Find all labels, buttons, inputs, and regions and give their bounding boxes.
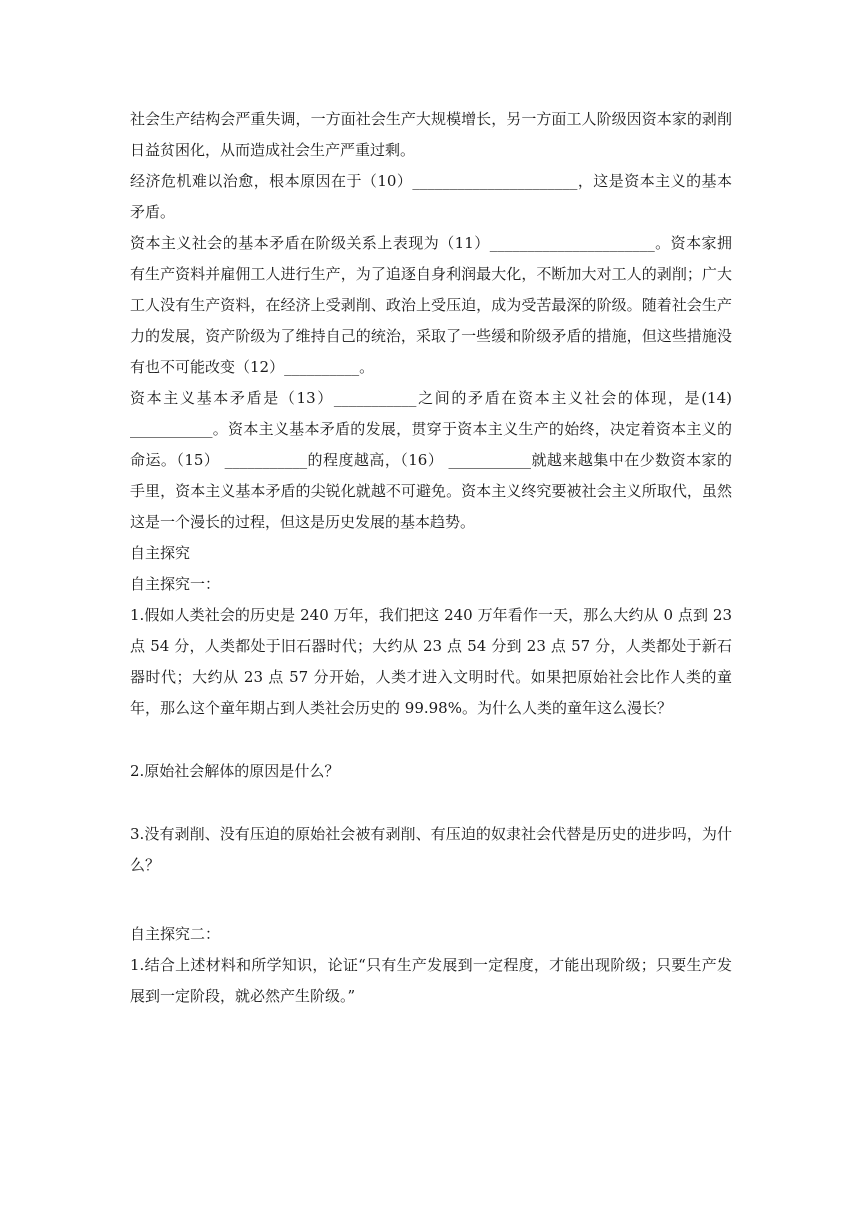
answer-space — [130, 881, 732, 919]
document-page — [130, 104, 732, 1012]
subsection-title-one: 自主探究一： — [130, 575, 221, 593]
answer-space — [130, 724, 732, 756]
paragraph-crisis-root-cause: 经济危机难以治愈，根本原因在于（10）______________________，这是资本主义的基本矛盾。 — [130, 172, 732, 221]
question-2-1: 1.结合上述材料和所学知识，论证“只有生产发展到一定程度，才能出现阶级；只要生产发展到一定阶段，就必然产生阶级。” — [130, 956, 732, 1005]
question-1-1: 1.假如人类社会的历史是 240 万年，我们把这 240 万年看作一天，那么大约从 0 点到 23 点 54 分，人类都处于旧石器时代；大约从 23 点 54 分到 23 点 57 分，人类都处于新石器时代；大约从 23 点 57 分开始，人类才进入文明时代。如果把原始社会比作人类的童年，那么这个童年期占到人类社会历史的 99.98%。为什么人类的童年这么漫长？ — [130, 606, 732, 717]
question-1-2: 2.原始社会解体的原因是什么？ — [130, 762, 340, 780]
answer-space — [130, 787, 732, 819]
paragraph-production-imbalance: 社会生产结构会严重失调，一方面社会生产大规模增长，另一方面工人阶级因资本家的剥削日益贫困化，从而造成社会生产严重过剩。 — [130, 110, 732, 159]
section-title: 自主探究 — [130, 544, 191, 562]
paragraph-basic-contradiction: 资本主义基本矛盾是（13）___________之间的矛盾在资本主义社会的体现，是(14) ___________。资本主义基本矛盾的发展，贯穿于资本主义生产的始终，决定着资本主义的命运。（15） ___________的程度越高，（16） ___________就越来越集中在少数资本家的手里，资本主义基本矛盾的尖锐化就越不可避免。资本主义终究要被社会主义所取代，虽然这是一个漫长的过程，但这是历史发展的基本趋势。 — [130, 389, 732, 531]
question-1-3: 3.没有剥削、没有压迫的原始社会被有剥削、有压迫的奴隶社会代替是历史的进步吗，为什么？ — [130, 825, 732, 874]
subsection-title-two: 自主探究二： — [130, 925, 221, 943]
paragraph-class-relations: 资本主义社会的基本矛盾在阶级关系上表现为（11）______________________。资本家拥有生产资料并雇佣工人进行生产，为了追逐自身利润最大化，不断加大对工人的剥削；广大工人没有生产资料，在经济上受剥削、政治上受压迫，成为受苦最深的阶级。随着社会生产力的发展，资产阶级为了维持自己的统治，采取了一些缓和阶级矛盾的措施，但这些措施没有也不可能改变（12）__________。 — [130, 234, 732, 376]
